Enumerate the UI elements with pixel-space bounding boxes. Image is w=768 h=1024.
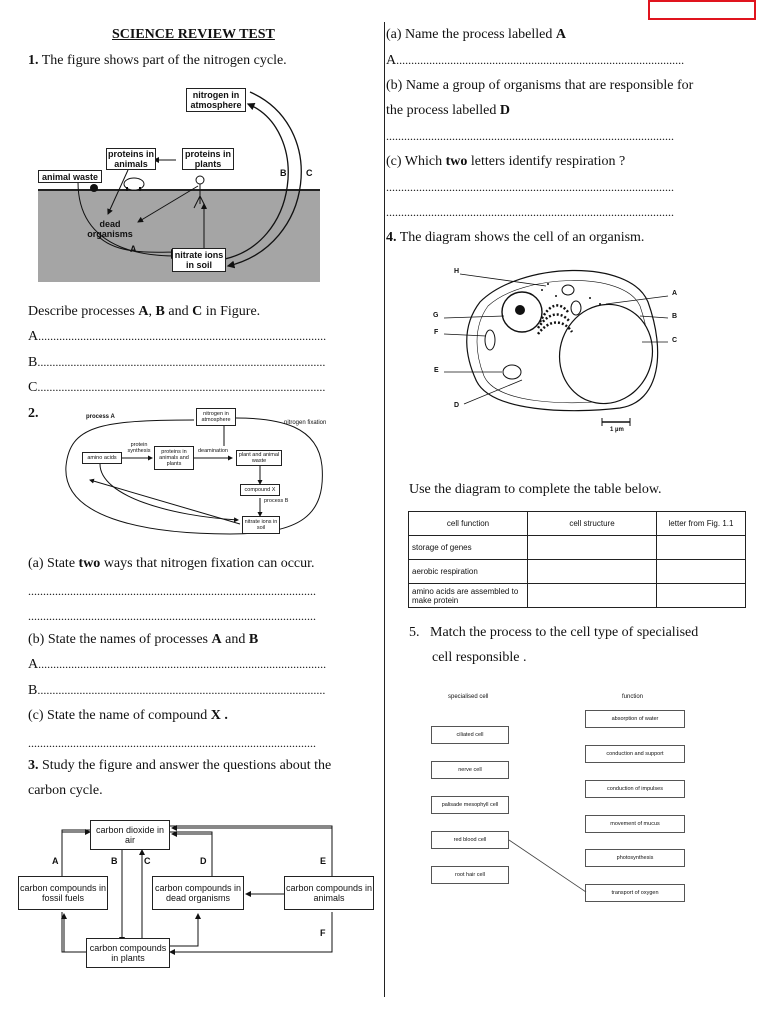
q1-label-c: C	[306, 168, 313, 178]
q1-answer-c[interactable]: C................................................................................................	[28, 380, 326, 395]
q3b-answer-line[interactable]: ................................................................................................	[386, 129, 674, 143]
cell-label-h: H	[454, 268, 460, 275]
table-cell: aerobic respiration	[409, 560, 528, 584]
cell-label-d: D	[454, 402, 460, 409]
q3-label-c: C	[144, 856, 151, 866]
q1-text: The figure shows part of the nitrogen cycle.	[41, 53, 287, 68]
answer-cell[interactable]	[657, 536, 746, 560]
q2c-answer-line[interactable]: ................................................................................................	[28, 736, 316, 750]
q4-cell-figure	[430, 262, 690, 440]
q3-label-b: B	[111, 856, 118, 866]
q2-number: 2.	[28, 406, 39, 421]
q2c-question: (c) State the name of compound X .	[28, 708, 228, 723]
q3c-answer-line-2[interactable]: ................................................................................................	[386, 205, 674, 219]
red-marker-box	[648, 0, 756, 20]
function-option[interactable]: conduction of impulses	[585, 780, 685, 798]
q2-process-a: process A	[86, 414, 115, 420]
q2a-answer-line-2[interactable]: ................................................................................................	[28, 609, 316, 623]
q2-box-nitrate: nitrate ions in soil	[242, 516, 280, 534]
q3-label-e: E	[320, 856, 327, 866]
q1-answer-b[interactable]: B................................................................................................	[28, 355, 326, 370]
q1-label-a: A	[130, 244, 137, 254]
q4-table-intro: Use the diagram to complete the table below.	[409, 482, 662, 497]
q5-col2-header: function	[622, 694, 644, 700]
cell-label-b: B	[672, 313, 678, 320]
q1-box-animal-waste: animal waste	[38, 170, 102, 183]
q1-box-proteins-plants: proteins in plants	[182, 148, 234, 170]
q2-box-amino: amino acids	[82, 452, 122, 464]
function-option[interactable]: absorption of water	[585, 710, 685, 728]
q2b-answer-a[interactable]: A................................................................................................	[28, 657, 327, 672]
table-header: cell structure	[528, 512, 657, 536]
q4-cell-svg	[430, 262, 690, 440]
q3-label-d: D	[200, 856, 207, 866]
q1-box-nitrate: nitrate ions in soil	[172, 248, 226, 272]
function-option[interactable]: movement of mucus	[585, 815, 685, 833]
q3-box-co2: carbon dioxide in air	[90, 820, 170, 850]
cell-option[interactable]: ciliated cell	[431, 726, 509, 744]
q2a-question: (a) State two ways that nitrogen fixation can occur.	[28, 556, 315, 571]
q3c-question: (c) Which two letters identify respiration ?	[386, 154, 626, 169]
cell-label-c: C	[672, 337, 678, 344]
q2-fixation: nitrogen fixation	[284, 420, 327, 426]
cell-option[interactable]: palisade mesophyll cell	[431, 796, 509, 814]
q3-box-animals: carbon compounds in animals	[284, 876, 374, 910]
table-cell: storage of genes	[409, 536, 528, 560]
q5-match-line	[500, 830, 600, 900]
q2-protein-synthesis: protein synthesis	[127, 442, 151, 454]
q2-box-atmosphere: nitrogen in atmosphere	[196, 408, 236, 426]
q2-arrows	[60, 406, 340, 540]
q1-nitrogen-figure	[38, 86, 320, 282]
q3a-question: (a) Name the process labelled A	[386, 27, 566, 42]
cell-option[interactable]: root hair cell	[431, 866, 509, 884]
q3-label-f: F	[320, 928, 326, 938]
q1-box-proteins-animals: proteins in animals	[107, 149, 154, 169]
answer-cell[interactable]	[657, 560, 746, 584]
q2b-answer-b[interactable]: B................................................................................................	[28, 683, 326, 698]
q2-box-plant-waste: plant and animal waste	[236, 450, 282, 466]
q1-label-b: B	[280, 168, 287, 178]
q5-prompt-1: 5. Match the process to the cell type of specialised	[409, 625, 699, 640]
q2a-answer-line-1[interactable]: ................................................................................................	[28, 584, 316, 598]
table-header: cell function	[409, 512, 528, 536]
q3a-answer[interactable]: A................................................................................................	[386, 53, 685, 68]
q4-prompt: 4. The diagram shows the cell of an organism.	[386, 230, 645, 245]
q2-deamination: deamination	[198, 448, 228, 454]
column-divider	[384, 22, 385, 997]
q3-box-plants: carbon compounds in plants	[86, 938, 170, 968]
q3c-answer-line-1[interactable]: ................................................................................................	[386, 180, 674, 194]
q3-box-fossil: carbon compounds in fossil fuels	[18, 876, 108, 910]
q3-prompt-2: carbon cycle.	[28, 783, 103, 798]
answer-cell[interactable]	[528, 560, 657, 584]
cell-option[interactable]: nerve cell	[431, 761, 509, 779]
q3-carbon-figure	[18, 818, 374, 972]
q5-col1-header: specialised cell	[448, 694, 489, 700]
q2b-question: (b) State the names of processes A and B	[28, 632, 259, 647]
q1-box-dead-organisms: dead organisms	[87, 219, 133, 239]
q3b-question-1: (b) Name a group of organisms that are responsible for	[386, 78, 694, 93]
q3b-question-2: the process labelled D	[386, 103, 511, 118]
q2-flow-figure	[60, 406, 340, 540]
q4-table	[408, 511, 746, 608]
q3-label-a: A	[52, 856, 59, 866]
q2-process-b: process B	[264, 498, 289, 504]
q2-box-proteins: proteins in animals and plants	[154, 446, 194, 470]
function-option[interactable]: transport of oxygen	[585, 884, 685, 902]
cell-option[interactable]: red blood cell	[431, 831, 509, 849]
answer-cell[interactable]	[528, 584, 657, 608]
cell-label-a: A	[672, 290, 678, 297]
q1-answer-a[interactable]: A................................................................................................	[28, 329, 327, 344]
q5-prompt-2: cell responsible .	[432, 650, 527, 665]
cell-label-e: E	[434, 367, 439, 374]
q3-prompt-1: 3. Study the figure and answer the questions about the	[28, 758, 332, 773]
q1-box-atmosphere: nitrogen in atmosphere	[186, 88, 246, 112]
cell-label-g: G	[433, 312, 439, 319]
q1-prompt	[28, 52, 287, 69]
scale-bar-label: 1 µm	[610, 427, 624, 433]
answer-cell[interactable]	[528, 536, 657, 560]
table-cell: amino acids are assembled to make protein	[409, 584, 528, 608]
q1-describe: Describe processes A, B and C in Figure.	[28, 304, 261, 319]
q3-box-dead: carbon compounds in dead organisms	[152, 876, 244, 910]
answer-cell[interactable]	[657, 584, 746, 608]
page-title: SCIENCE REVIEW TEST	[112, 27, 275, 42]
q2-box-compound-x: compound X	[240, 484, 280, 496]
table-header: letter from Fig. 1.1	[657, 512, 746, 536]
cell-label-f: F	[434, 329, 439, 336]
q1-number: 1.	[28, 53, 39, 68]
function-option[interactable]: conduction and support	[585, 745, 685, 763]
function-option[interactable]: photosynthesis	[585, 849, 685, 867]
